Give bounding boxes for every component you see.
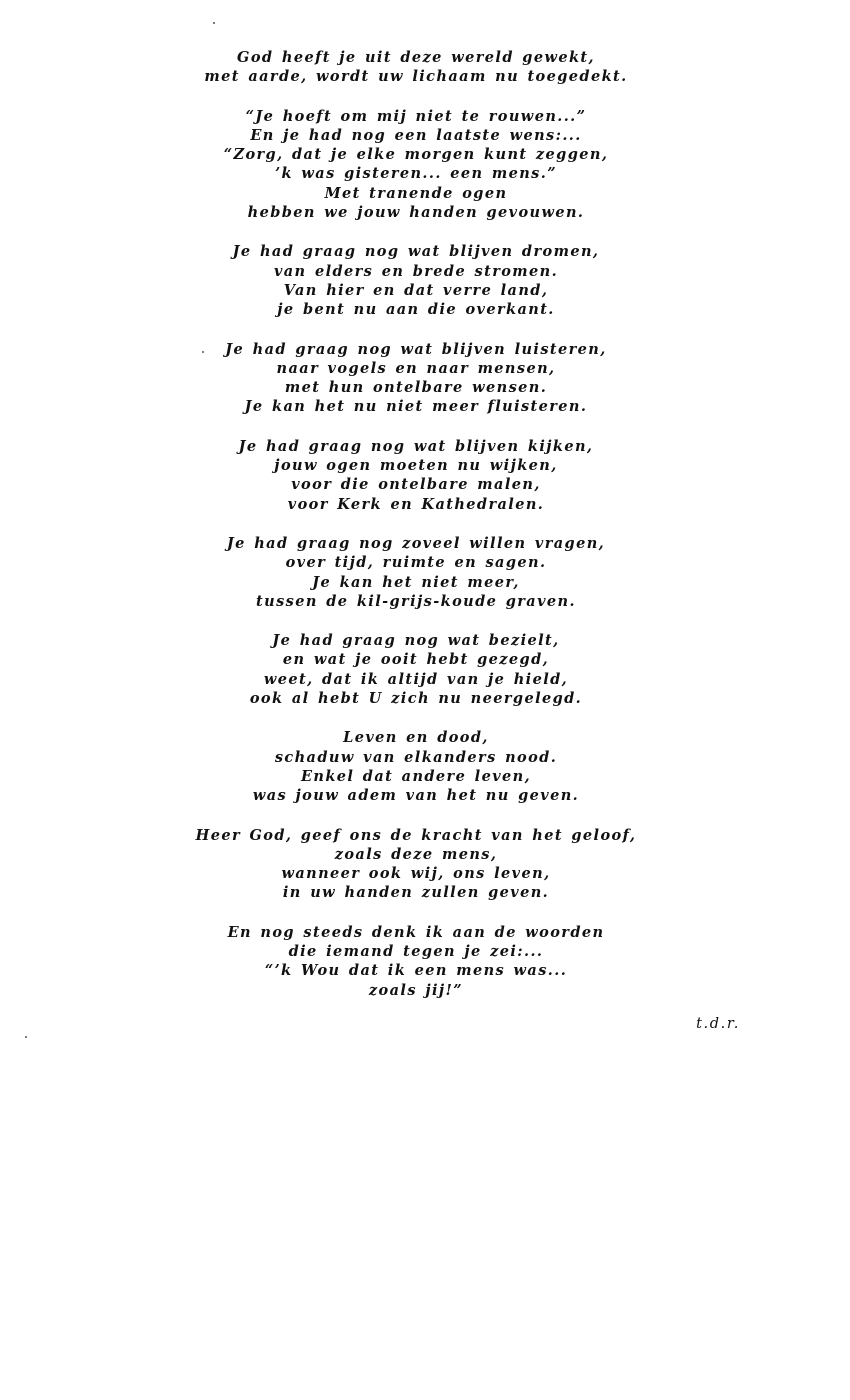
poem-line: voor Kerk en Kathedralen.: [287, 495, 545, 513]
poem-line: zoals jij!”: [368, 981, 464, 999]
poem-line: je bent nu aan die overkant.: [277, 301, 555, 319]
poem-line: “Zorg, dat je elke morgen kunt zeggen,: [223, 146, 609, 164]
poem-line: tussen de kil-grijs-koude graven.: [256, 592, 576, 610]
poem-line: God heeft je uit deze wereld gewekt,: [237, 49, 595, 66]
poem-line: voor die ontelbare malen,: [291, 476, 541, 494]
stanza: [0, 437, 832, 514]
scan-speck: [25, 1036, 27, 1038]
stanza: [0, 48, 832, 87]
poem-line: Je had graag nog wat blijven kijken,: [238, 437, 594, 455]
poem-line: was jouw adem van het nu geven.: [252, 787, 580, 805]
poem-line: En je had nog een laatste wens:...: [250, 126, 582, 144]
poem-line: Van hier en dat verre land,: [283, 281, 549, 299]
poem-line: zoals deze mens,: [334, 845, 498, 863]
signature: t.d.r.: [696, 1016, 740, 1032]
poem-line: Met tranende ogen: [324, 184, 508, 202]
poem-line: in uw handen zullen geven.: [282, 884, 550, 902]
stanza: [0, 107, 832, 223]
poem-line: weet, dat ik altijd van je hield,: [263, 670, 569, 688]
poem-line: die iemand tegen je zei:...: [288, 942, 544, 960]
stanza: [0, 728, 832, 805]
stanza: [0, 340, 832, 417]
poem-line: Leven en dood,: [343, 729, 489, 747]
stanza: [0, 242, 832, 319]
poem: [0, 48, 832, 1020]
poem-line: over tijd, ruimte en sagen.: [285, 554, 547, 572]
poem-line: Enkel dat andere leven,: [300, 767, 532, 785]
poem-line: En nog steeds denk ik aan de woorden: [227, 923, 605, 941]
poem-line: Je had graag nog zoveel willen vragen,: [226, 534, 606, 552]
poem-line: “Je hoeft om mij niet te rouwen...”: [245, 107, 587, 125]
poem-line: wanneer ook wij, ons leven,: [281, 865, 551, 883]
poem-line: hebben we jouw handen gevouwen.: [247, 204, 585, 222]
poem-line: Heer God, geef ons de kracht van het geloof,: [195, 826, 637, 844]
stanza: [0, 826, 832, 903]
poem-line: ook al hebt U zich nu neergelegd.: [249, 690, 583, 708]
poem-line: en wat je ooit hebt gezegd,: [282, 651, 550, 669]
poem-line: Je had graag nog wat blijven luisteren,: [225, 340, 607, 358]
poem-line: jouw ogen moeten nu wijken,: [274, 457, 558, 475]
poem-line: Je kan het nu niet meer fluisteren.: [244, 398, 588, 416]
poem-line: Je had graag nog wat blijven dromen,: [232, 243, 600, 261]
poem-line: Je had graag nog wat bezielt,: [272, 632, 560, 650]
poem-line: van elders en brede stromen.: [273, 262, 559, 280]
poem-line: met hun ontelbare wensen.: [284, 379, 548, 397]
stanza: [0, 534, 832, 611]
poem-line: met aarde, wordt uw lichaam nu toegedekt.: [204, 68, 628, 86]
scan-speck: [213, 22, 215, 24]
poem-line: “’k Wou dat ik een mens was...: [264, 962, 568, 980]
poem-line: ’k was gisteren... een mens.”: [275, 165, 557, 183]
poem-line: schaduw van elkanders nood.: [274, 748, 558, 766]
poem-line: Je kan het niet meer,: [312, 573, 520, 591]
stanza: [0, 631, 832, 708]
stanza: [0, 923, 832, 1000]
poem-line: naar vogels en naar mensen,: [276, 359, 556, 377]
